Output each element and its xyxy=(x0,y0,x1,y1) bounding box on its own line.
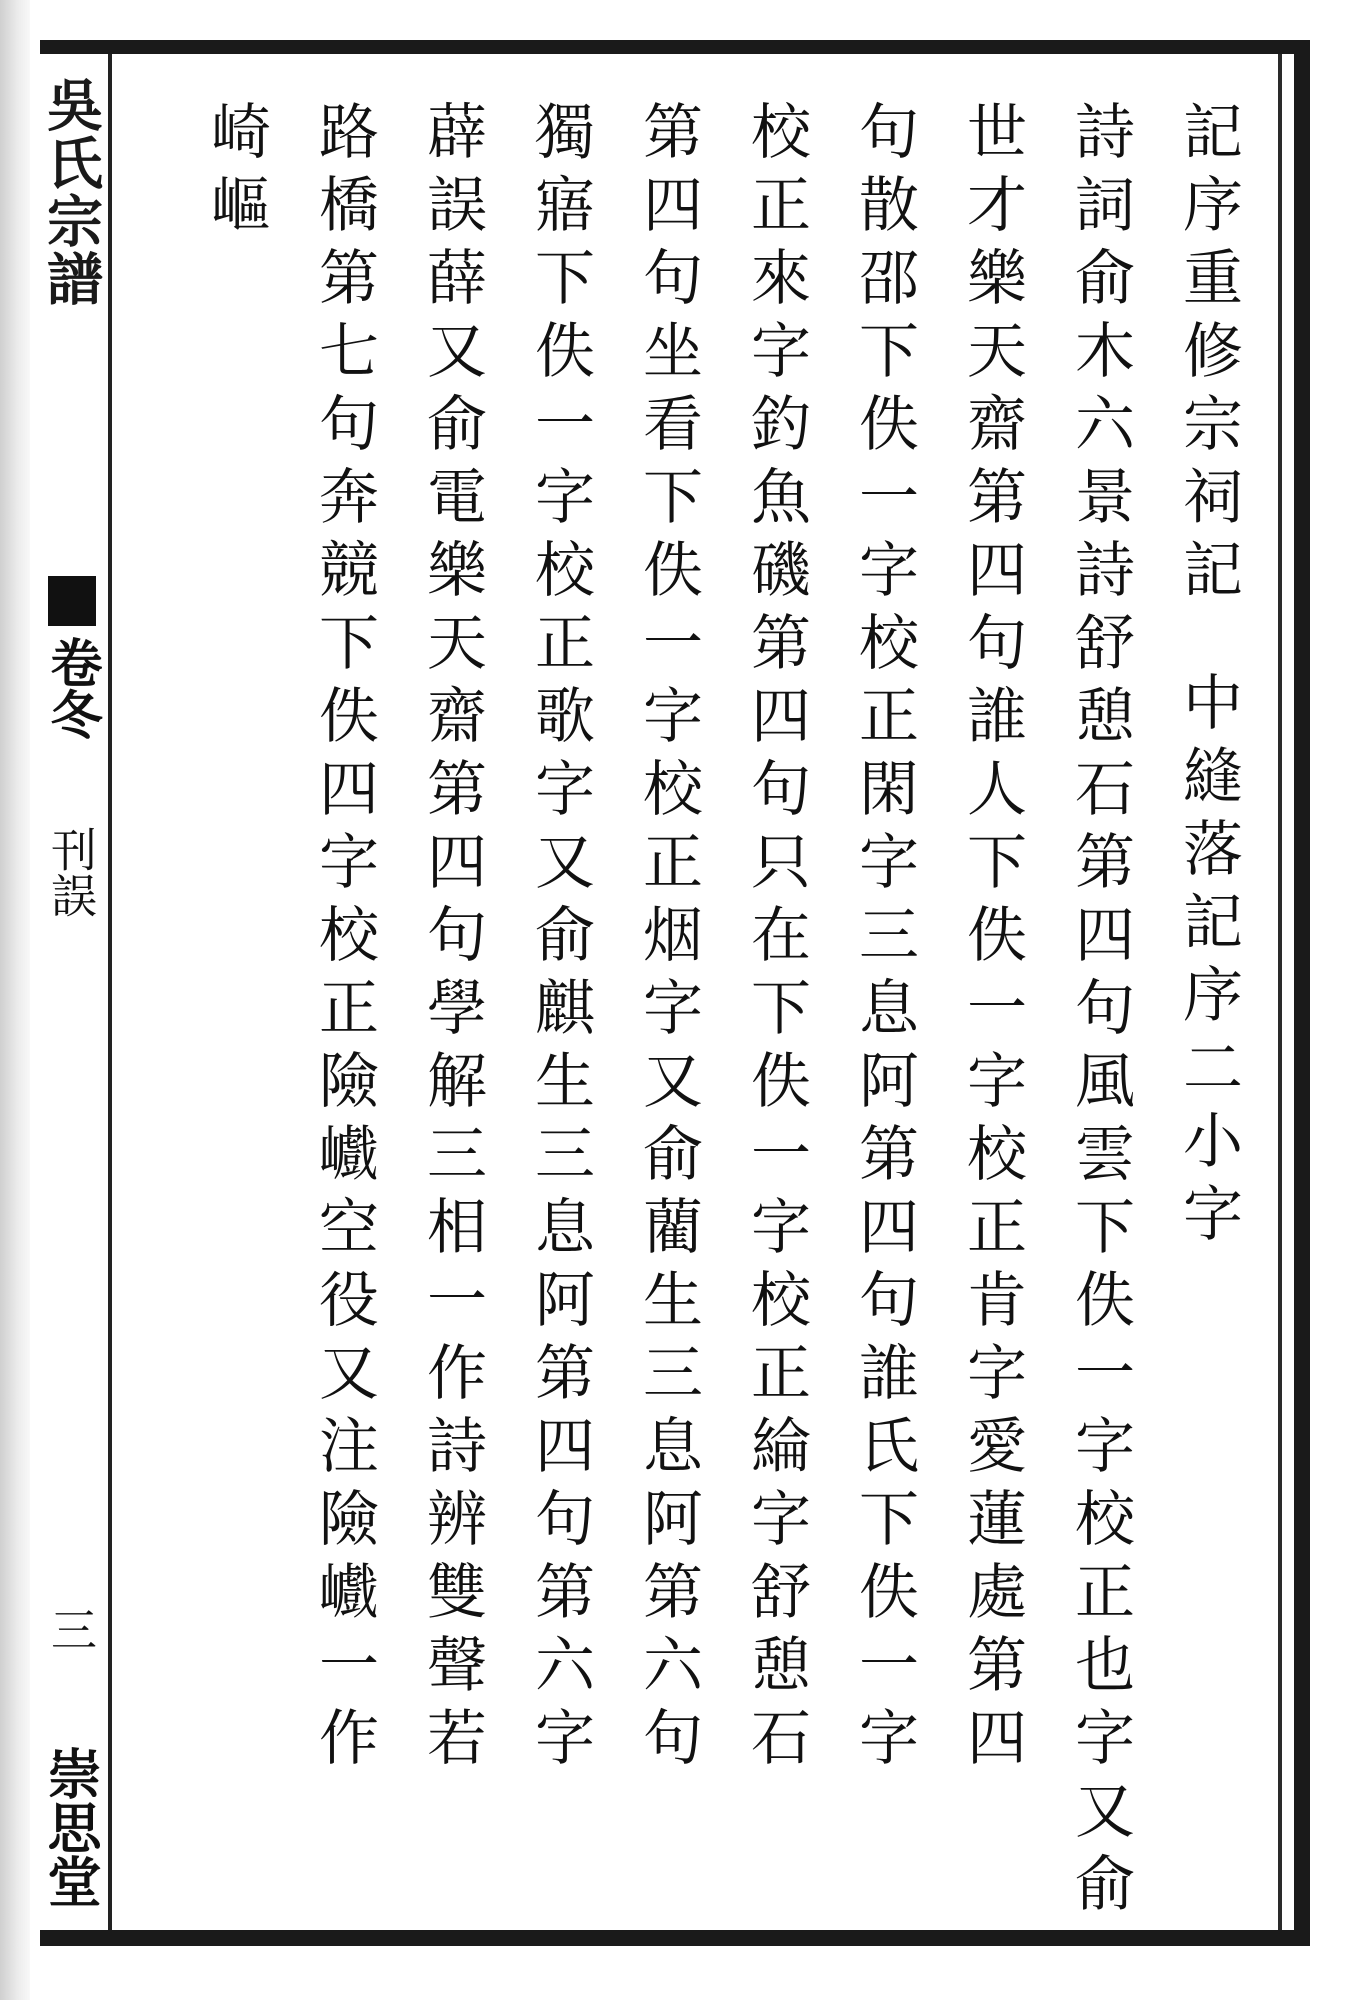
spine-rule-line xyxy=(108,54,112,1930)
spine-page-number: 三 xyxy=(44,1606,98,1652)
frame-top-border xyxy=(40,40,1310,54)
fish-tail-mark xyxy=(48,576,96,626)
text-column-5: 校正來字釣魚磯第四句只在下佚一字校正綸字舒憩石 xyxy=(741,100,811,1779)
column-annotation: 中縫落記序二小字 xyxy=(1173,671,1243,1255)
frame-right-inner-line xyxy=(1278,54,1282,1930)
text-column-2: 詩詞俞木六景詩舒憩石第四句風雲下佚一字校正也字又俞 xyxy=(1065,100,1135,1925)
text-column-6: 第四句坐看下佚一字校正烟字又俞藺生三息阿第六句 xyxy=(633,100,703,1779)
errata-text-body xyxy=(122,100,1272,1925)
text-column-9: 路橋第七句奔競下佚四字校正險巇空役又注險巇一作 xyxy=(309,100,379,1779)
text-column-7: 獨寤下佚一字校正歌字又俞麒生三息阿第四句第六字 xyxy=(525,100,595,1779)
spine-volume: 卷冬 xyxy=(41,636,102,740)
frame-bottom-border xyxy=(40,1930,1310,1946)
spine-title: 吳氏宗譜 xyxy=(38,76,104,308)
text-column-1 xyxy=(1158,100,1258,1255)
book-spine xyxy=(38,56,108,1928)
spine-hall-name: 崇思堂 xyxy=(39,1746,103,1908)
page-edge xyxy=(0,0,30,2000)
text-column-3: 世才樂天齋第四句誰人下佚一字校正肯字愛蓮處第四 xyxy=(957,100,1027,1779)
text-column-10: 崎嶇 xyxy=(201,100,271,246)
column-heading: 記序重修宗祠記 xyxy=(1173,100,1243,611)
spine-section: 刊誤 xyxy=(44,826,98,918)
text-column-4: 句散邵下佚一字校正閑字三息阿第四句誰氏下佚一字 xyxy=(849,100,919,1779)
frame-right-border xyxy=(1294,40,1310,1946)
text-column-8: 薜誤薛又俞電樂天齋第四句學解三相一作詩辨雙聲若 xyxy=(417,100,487,1779)
